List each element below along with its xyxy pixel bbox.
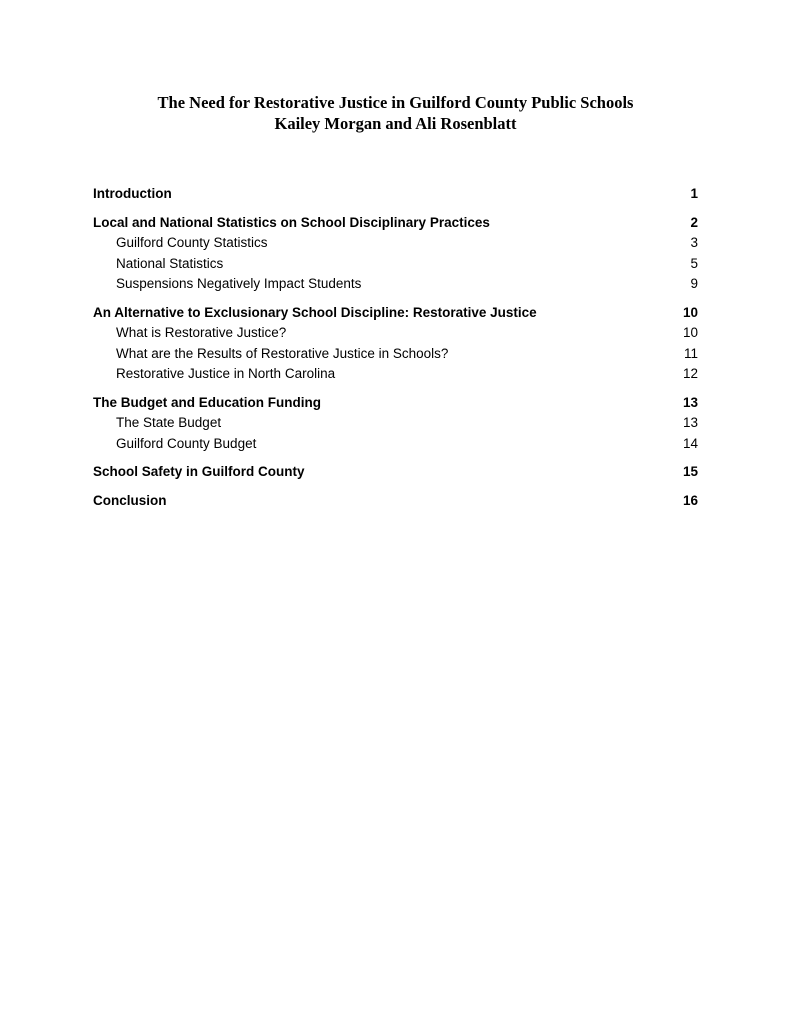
toc-subentry-page: 11 xyxy=(683,345,698,361)
toc-subentry-label: Restorative Justice in North Carolina xyxy=(116,366,336,381)
toc-entry-introduction[interactable] xyxy=(93,184,698,205)
toc-subentry-guilford-statistics[interactable] xyxy=(93,233,698,254)
document-authors: Kailey Morgan and Ali Rosenblatt xyxy=(274,114,517,133)
toc-section xyxy=(93,213,698,295)
toc-entry-page: 2 xyxy=(690,214,698,230)
toc-entry-conclusion[interactable] xyxy=(93,491,698,512)
toc-entry-page: 10 xyxy=(682,304,698,320)
toc-entry-page: 16 xyxy=(682,492,698,508)
toc-entry-page: 1 xyxy=(690,186,698,201)
toc-section xyxy=(93,303,698,385)
toc-entry-label: Introduction xyxy=(93,186,172,201)
document-title: The Need for Restorative Justice in Guilford County Public Schools xyxy=(157,93,634,112)
toc-subentry-state-budget[interactable] xyxy=(93,413,698,434)
toc-section xyxy=(93,393,698,455)
toc-subentry-national-statistics[interactable] xyxy=(93,254,698,275)
toc-entry-label: Local and National Statistics on School Disciplinary Practices xyxy=(93,214,490,230)
toc-entry-budget[interactable] xyxy=(93,393,698,414)
table-of-contents xyxy=(93,184,698,519)
toc-subentry-page: 10 xyxy=(682,325,698,340)
toc-subentry-label: National Statistics xyxy=(116,255,224,271)
toc-subentry-label: The State Budget xyxy=(116,415,222,430)
toc-entry-statistics[interactable] xyxy=(93,213,698,234)
document-title-block xyxy=(0,92,791,134)
toc-subentry-label: What are the Results of Restorative Justice in Schools? xyxy=(116,345,449,361)
toc-section xyxy=(93,184,698,205)
toc-subentry-label: Guilford County Statistics xyxy=(116,235,268,250)
toc-subentry-rj-results[interactable] xyxy=(93,344,698,365)
toc-entry-alternative[interactable] xyxy=(93,303,698,324)
toc-subentry-page: 3 xyxy=(690,235,698,250)
toc-section xyxy=(93,491,698,512)
toc-entry-page: 15 xyxy=(682,464,698,479)
toc-subentry-label: Guilford County Budget xyxy=(116,435,257,451)
toc-subentry-page: 12 xyxy=(682,366,698,381)
toc-subentry-page: 14 xyxy=(682,435,698,451)
toc-subentry-page: 5 xyxy=(690,255,698,271)
toc-subentry-page: 9 xyxy=(690,276,698,291)
toc-subentry-label: What is Restorative Justice? xyxy=(116,325,287,340)
toc-entry-label: The Budget and Education Funding xyxy=(93,394,321,410)
toc-subentry-label: Suspensions Negatively Impact Students xyxy=(116,276,362,291)
toc-entry-page: 13 xyxy=(682,394,698,410)
toc-entry-label: School Safety in Guilford County xyxy=(93,464,305,479)
toc-entry-school-safety[interactable] xyxy=(93,462,698,483)
toc-subentry-rj-north-carolina[interactable] xyxy=(93,364,698,385)
toc-entry-label: An Alternative to Exclusionary School Discipline: Restorative Justice xyxy=(93,304,537,320)
toc-subentry-page: 13 xyxy=(682,415,698,430)
toc-subentry-county-budget[interactable] xyxy=(93,434,698,455)
toc-subentry-suspensions-impact[interactable] xyxy=(93,274,698,295)
toc-section xyxy=(93,462,698,483)
toc-subentry-what-is-rj[interactable] xyxy=(93,323,698,344)
toc-entry-label: Conclusion xyxy=(93,492,167,508)
